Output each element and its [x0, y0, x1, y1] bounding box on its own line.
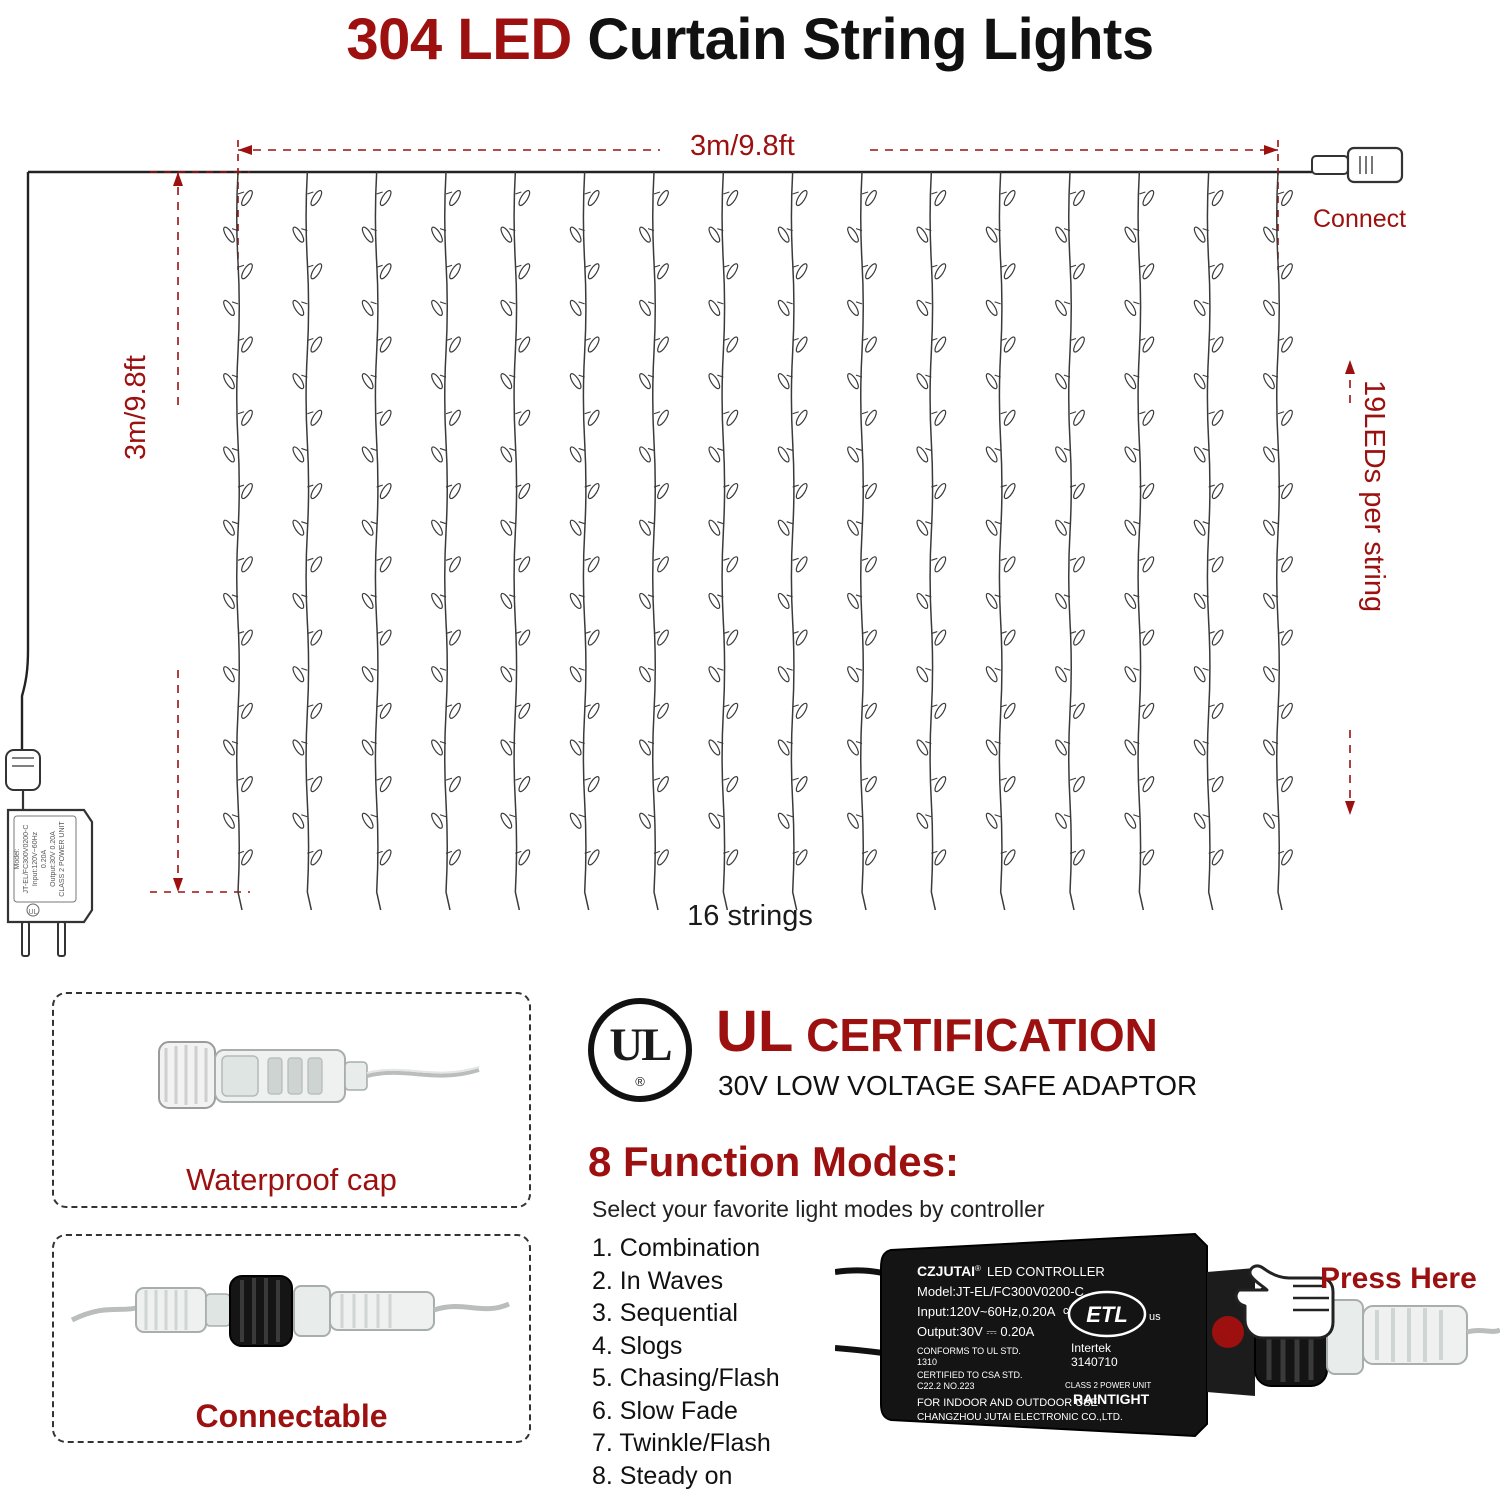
- svg-text:us: us: [1149, 1311, 1161, 1323]
- strings-count-label: 16 strings: [0, 900, 1500, 933]
- waterproof-cap-caption: Waterproof cap: [54, 1162, 529, 1198]
- list-item: 3. Sequential: [592, 1297, 780, 1330]
- press-hand-icon: [1236, 1266, 1333, 1338]
- ul-title-rest: CERTIFICATION: [793, 1009, 1158, 1061]
- svg-text:CHANGZHOU JUTAI ELECTRONIC CO.: CHANGZHOU JUTAI ELECTRONIC CO.,LTD.: [917, 1412, 1123, 1423]
- function-modes-heading: 8 Function Modes:: [588, 1138, 959, 1186]
- title-rest: Curtain String Lights: [587, 7, 1153, 72]
- dimension-height-label: 3m/9.8ft: [120, 355, 153, 460]
- svg-text:Input:120V~60Hz,0.20A: Input:120V~60Hz,0.20A: [917, 1304, 1056, 1319]
- title-highlight: 304 LED: [346, 7, 587, 72]
- svg-text:®: ®: [975, 1264, 981, 1273]
- svg-text:ETL: ETL: [1086, 1302, 1128, 1327]
- ul-subtitle: 30V LOW VOLTAGE SAFE ADAPTOR: [718, 1070, 1197, 1102]
- press-here-label: Press Here: [1320, 1262, 1477, 1296]
- svg-text:UL: UL: [29, 909, 38, 916]
- svg-text:1310: 1310: [917, 1357, 937, 1367]
- ul-title: [716, 998, 1158, 1065]
- curtain-lights-illustration: [0, 110, 1500, 970]
- function-modes-list: [592, 1232, 780, 1492]
- svg-text:CERTIFIED TO CSA STD.: CERTIFIED TO CSA STD.: [917, 1370, 1023, 1380]
- dimension-width-label: 3m/9.8ft: [690, 130, 795, 163]
- ul-mark-text: UL: [594, 1018, 686, 1072]
- connectable-caption: Connectable: [54, 1398, 529, 1435]
- waterproof-cap-illustration: [54, 1000, 525, 1150]
- ul-title-main: UL: [716, 999, 793, 1064]
- svg-text:Input:120V~60Hz: Input:120V~60Hz: [32, 831, 39, 886]
- connectable-panel: [52, 1234, 531, 1443]
- svg-text:JT-EL/FC300V0200-C: JT-EL/FC300V0200-C: [23, 825, 30, 894]
- ul-registered-mark: ®: [635, 1074, 645, 1089]
- list-item: 7. Twinkle/Flash: [592, 1427, 780, 1460]
- waterproof-cap-panel: [52, 992, 531, 1208]
- list-item: 1. Combination: [592, 1232, 780, 1265]
- function-modes-subheading: Select your favorite light modes by controller: [592, 1196, 1045, 1223]
- svg-text:Model:: Model:: [14, 848, 21, 869]
- svg-text:Output:30V 0.20A: Output:30V 0.20A: [50, 831, 57, 887]
- svg-text:0.20A: 0.20A: [41, 850, 48, 869]
- list-item: 6. Slow Fade: [592, 1395, 780, 1428]
- list-item: 4. Slogs: [592, 1330, 780, 1363]
- svg-text:CZJUTAI: CZJUTAI: [917, 1263, 975, 1279]
- svg-text:RAINTIGHT: RAINTIGHT: [1073, 1391, 1150, 1407]
- list-item: 8. Steady on: [592, 1460, 780, 1492]
- ul-certification-block: [588, 998, 1488, 1116]
- svg-text:CONFORMS TO UL STD.: CONFORMS TO UL STD.: [917, 1346, 1021, 1356]
- svg-text:c: c: [1063, 1305, 1069, 1317]
- curtain-diagram: [0, 110, 1500, 970]
- connectable-illustration: [54, 1242, 525, 1384]
- svg-text:Model:JT-EL/FC300V0200-C: Model:JT-EL/FC300V0200-C: [917, 1284, 1084, 1299]
- svg-text:CLASS 2 POWER UNIT: CLASS 2 POWER UNIT: [1065, 1381, 1151, 1390]
- list-item: 2. In Waves: [592, 1265, 780, 1298]
- svg-text:CLASS 2 POWER UNIT: CLASS 2 POWER UNIT: [59, 821, 66, 897]
- connector-plug: [1312, 148, 1402, 182]
- connect-label: Connect: [1313, 205, 1406, 234]
- ul-mark-icon: [588, 998, 692, 1102]
- page-title: [0, 6, 1500, 73]
- svg-text:C22.2 NO.223: C22.2 NO.223: [917, 1381, 975, 1391]
- svg-text:Output:30V ⎓ 0.20A: Output:30V ⎓ 0.20A: [917, 1324, 1035, 1339]
- list-item: 5. Chasing/Flash: [592, 1362, 780, 1395]
- svg-text:LED CONTROLLER: LED CONTROLLER: [987, 1264, 1105, 1279]
- svg-text:FOR INDOOR AND OUTDOOR USE: FOR INDOOR AND OUTDOOR USE: [917, 1397, 1098, 1409]
- leds-per-string-label: 19LEDs per string: [1357, 380, 1390, 612]
- svg-text:3140710: 3140710: [1071, 1355, 1118, 1369]
- svg-text:Intertek: Intertek: [1071, 1341, 1112, 1355]
